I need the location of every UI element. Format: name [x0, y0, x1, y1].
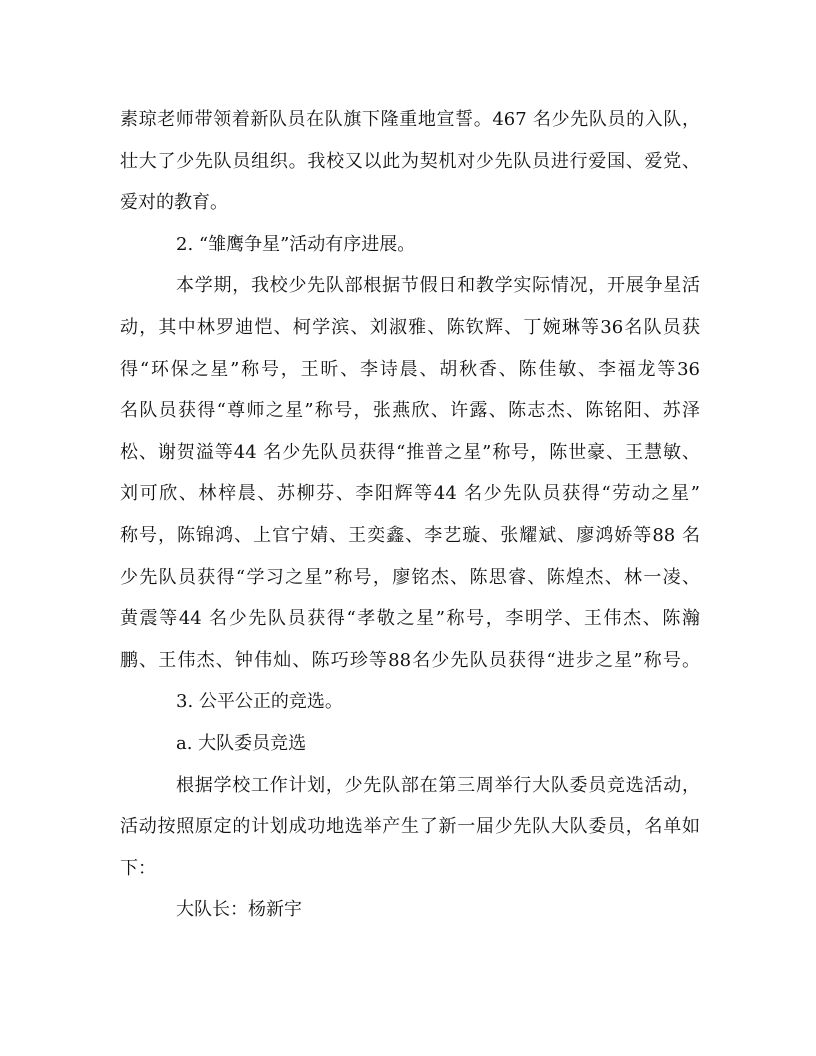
- section-heading: 3. 公平公正的竞选。: [176, 691, 343, 713]
- section-heading: 2. “雏鹰争星”活动有序进展。: [176, 233, 416, 255]
- body-line: 黄震等44 名少先队员获得“孝敬之星”称号，李明学、王伟杰、陈瀚: [120, 608, 700, 630]
- body-line: 松、谢贺溢等44 名少先队员获得“推普之星”称号，陈世豪、王慧敏、: [120, 441, 700, 463]
- body-line: 刘可欣、林梓晨、苏柳芬、李阳辉等44 名少先队员获得“劳动之星”: [120, 483, 700, 505]
- body-line: 根据学校工作计划，少先队部在第三周举行大队委员竞选活动，: [176, 774, 700, 796]
- body-line: 壮大了少先队员组织。我校又以此为契机对少先队员进行爱国、爱党、: [120, 150, 700, 172]
- body-line: 活动按照原定的计划成功地选举产生了新一届少先队大队委员，名单如: [120, 816, 700, 838]
- body-line: 少先队员获得“学习之星”称号，廖铭杰、陈思睿、陈煌杰、林一凌、: [120, 566, 700, 588]
- body-line: 名队员获得“尊师之星”称号，张燕欣、许露、陈志杰、陈铭阳、苏泽: [120, 400, 700, 422]
- body-line: 爱对的教育。: [120, 192, 228, 214]
- body-line: 素琼老师带领着新队员在队旗下隆重地宣誓。467 名少先队员的入队，: [120, 109, 700, 130]
- body-line: 称号，陈锦鸿、上官宁婧、王奕鑫、李艺璇、张耀斌、廖鸿娇等88 名: [120, 524, 700, 546]
- subsection-heading: a. 大队委员竞选: [176, 732, 307, 754]
- body-line: 本学期，我校少先队部根据节假日和教学实际情况，开展争星活: [176, 275, 700, 297]
- list-item: 大队长：杨新宇: [176, 899, 302, 921]
- body-line: 得“环保之星”称号，王昕、李诗晨、胡秋香、陈佳敏、李福龙等36: [120, 358, 700, 380]
- body-line: 鹏、王伟杰、钟伟灿、陈巧珍等88名少先队员获得“进步之星”称号。: [120, 649, 700, 671]
- body-line: 动，其中林罗迪恺、柯学滨、刘淑雅、陈钦辉、丁婉琳等36名队员获: [120, 316, 700, 338]
- body-line: 下：: [120, 857, 156, 879]
- body-text: [120, 99, 700, 931]
